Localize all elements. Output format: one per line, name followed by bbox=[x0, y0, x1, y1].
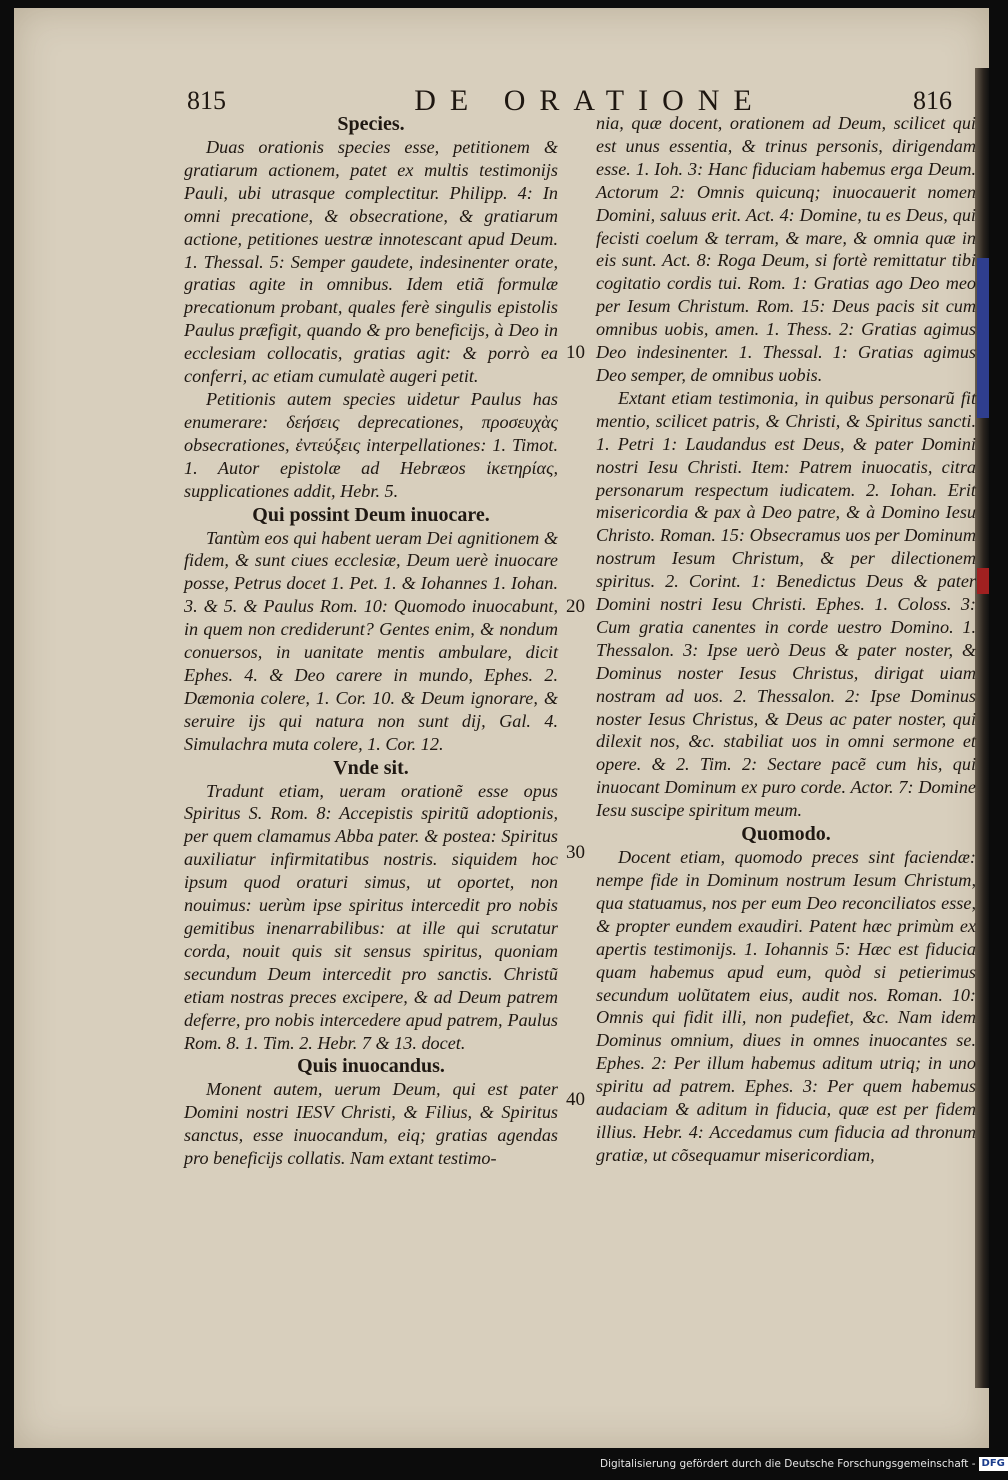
red-marker bbox=[977, 568, 989, 594]
paragraph: Tradunt etiam, ueram orationẽ esse opus Spiritus S. Rom. 8: Accepistis spiritũ adoptionis, per quem clamamus Abba pater. & postea: Spiritus auxiliatur infirmitatibus nostris. siquidem hoc ipsum quod oraturi simus, ut oportet, non nouimus: uerùm ipse spiritus intercedit pro nobis gemitibus inenarrabilibus: at ille qui scrutatur corda, nouit quis sit sensus spiritus, quoniam secundum Deum intercedit pro sanctis. Christũ etiam nostras preces excipere, & ad Deum patrem deferre, pro nobis intercedere apud patrem, Paulus Rom. 8. 1. Tim. 2. Hebr. 7 & 13. docet. bbox=[184, 780, 558, 1053]
paragraph: Docent etiam, quomodo preces sint faciendæ: nempe fide in Dominum nostrum Iesum Christum, qua statuamus, nos per eum Deo reconciliatos esse, & propter eundem exaudiri. Patent hæc primùm ex apertis testimonijs. 1. Iohannis 5: Hæc est fiducia quam habemus apud eum, quòd si petierimus secundum uolũtatem eius, audit nos. Roman. 10: Omnis qui fidit illi, non pudefiet, &c. Nam idem Dominus omnium, diues in omnes inuocantes se. Ephes. 2: Per illum habemus aditum utriq; in uno spiritu ad patrem. Ephes. 3: Per quem habemus audaciam & aditum in fiducia, quæ est per fidem illius. Hebr. 4: Accedamus cum fiducia ad thronum gratiæ, ut cõsequamur misericordiam, bbox=[596, 847, 976, 1165]
running-title: DE ORATIONE bbox=[414, 84, 766, 117]
paragraph: Extant etiam testimonia, in quibus personarũ fit mentio, scilicet patris, & Christi, & Spiritus sancti. 1. Petri 1: Laudandus est Deus, & pater Domini nostri Iesu Christi. Item: Patrem inuocatis, citra personarum respectum iudicatem. 2. Iohan. Erit misericordia & pax à Deo patre, & à Domino Iesu Christo. Roman. 15: Obsecramus uos per Dominum nostrum Iesum Christum, & per dilectionem spiritus. 2. Corint. 1: Benedictus Deus & pater Domini nostri Iesu Christi. Ephes. 1. Coloss. 3: Cum gratia canentes in corde uestro Domino. 1. Thessalon. 3: Ipse uerò Deus & pater noster, & Dominus noster Iesus Christus, dirigat uiam nostram ad uos. 2. Thessalon. 2: Ipse Dominus noster Iesus Christus, & Deus ac pater noster, qui dilexit nos, &c. stabiliat uos in omni sermone et opere. & 2. Tim. 2: Sectare pacẽ cum his, qui inuocant Dominum ex puro corde. Actor. 7: Domine Iesu suscipe spiritum meum. bbox=[596, 387, 976, 821]
paragraph: Tantùm eos qui habent ueram Dei agnitionem & fidem, & sunt ciues ecclesiæ, Deum uerè inuocare posse, Petrus docet 1. Pet. 1. & Iohannes 1. Iohan. 3. & 5. & Paulus Rom. 10: Quomodo inuocabunt, in quem non crediderunt? Gentes enim, & nondum conuersos, in uanitate mentis ambulare, dicit Ephes. 4. & Deo carere in mundo, Ephes. 2. Dæmonia colere, 1. Cor. 10. & Deum ignorare, & seruire ijs qui natura non sunt dij, Gal. 4. Simulachra muta colere, 1. Cor. 12. bbox=[184, 527, 558, 754]
left-page-number: 815 bbox=[187, 86, 226, 115]
section-heading: Quis inuocandus. bbox=[297, 1055, 445, 1078]
line-number: 30 bbox=[566, 842, 585, 863]
dfg-logo: DFG bbox=[979, 1457, 1008, 1471]
section-heading: Species. bbox=[337, 113, 405, 135]
paragraph: Duas orationis species esse, petitionem & gratiarum actionem, patet ex multis testimonijs Pauli, ubi utrasque complectitur. Philipp. 4: In omni precatione, & obsecratione, & gratiarum actione, petitiones uestræ innotescant apud Deum. 1. Thessal. 5: Semper gaudete, indesinenter orate, gratias agite in omnibus. Idem etiã formulæ precationum probant, quales ferè singulis epistolis Paulus præfigit, quando & pro beneficijs, à Deo in ecclesiam collocatis, gratias agit: & porrò ea conferri, ac etiam cumulatè augeri petit. bbox=[184, 137, 558, 387]
line-number: 40 bbox=[566, 1089, 585, 1110]
paragraph: nia, quæ docent, orationem ad Deum, scilicet qui est unus essentia, & trinus personis, dirigendam esse. 1. Ioh. 3: Hanc fiduciam habemus erga Deum. Actorum 2: Omnis quicunq; inuocauerit nomen Domini, saluus erit. Act. 4: Domine, tu es Deus, qui fecisti coelum & terram, & mare, & omnia quæ in eis sunt. Act. 8: Roga Deum, si fortè remittatur tibi cogitatio cordis tui. Rom. 1: Gratias ago Deo meo per Iesum Christum. Rom. 15: Deus pacis sit cum omnibus uobis, amen. 1. Thess. 2: Gratias agimus Deo indesinenter. 1. Thessal. 1: Gratias agimus Deo semper, de omnibus uobis. bbox=[596, 113, 976, 385]
footer-text: Digitalisierung gefördert durch die Deutsche Forschungsgemeinschaft - bbox=[600, 1458, 976, 1470]
blue-marker bbox=[977, 258, 989, 418]
paragraph: Petitionis autem species uidetur Paulus has enumerare: δεήσεις deprecationes, προσευχὰς obsecrationes, ἐντεύξεις interpellationes: 1. Timot. 1. Autor epistolæ ad Hebræos ἱκετηρίας, supplicationes addit, Hebr. 5. bbox=[184, 388, 558, 501]
line-number: 10 bbox=[566, 342, 585, 363]
section-heading: Qui possint Deum inuocare. bbox=[252, 503, 490, 526]
right-page-number: 816 bbox=[913, 86, 952, 115]
line-number: 20 bbox=[566, 596, 585, 617]
right-column bbox=[596, 112, 976, 1167]
left-column bbox=[184, 112, 558, 1170]
section-heading: Quomodo. bbox=[741, 823, 831, 846]
digitization-footer bbox=[600, 1453, 1005, 1475]
paragraph: Monent autem, uerum Deum, qui est pater Domini nostri IESV Christi, & Filius, & Spiritus sanctus, esse inuocandum, eiq; gratias agendas pro beneficijs collatis. Nam extant testimo- bbox=[184, 1079, 558, 1169]
section-heading: Vnde sit. bbox=[333, 756, 409, 779]
